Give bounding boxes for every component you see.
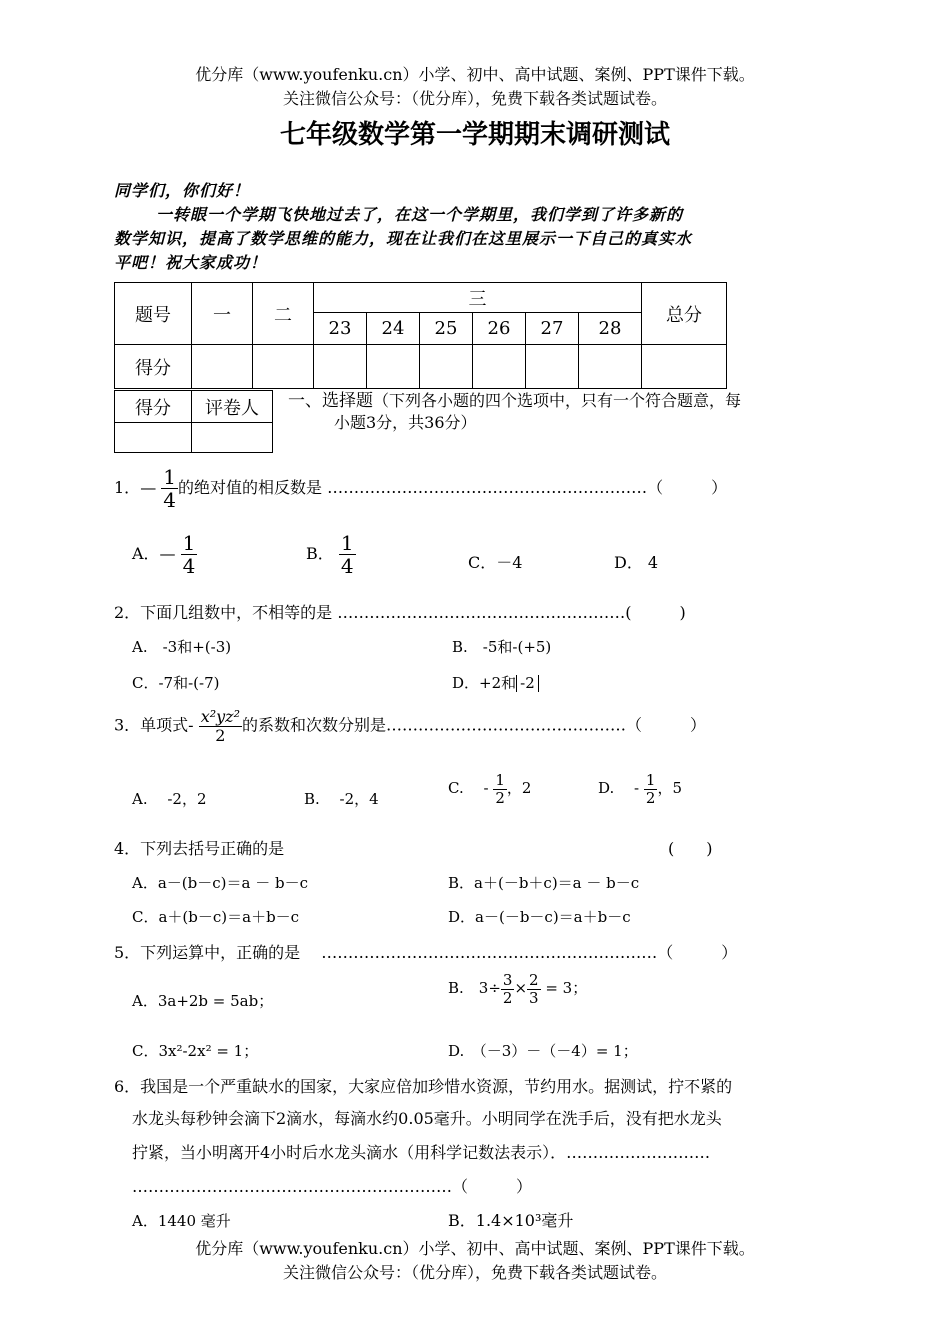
question-2: 2．下面几组数中，不相等的是 ………………………………………………( ) [114, 603, 686, 622]
grader-name-cell[interactable] [192, 423, 273, 453]
header-line-1: 优分库（www.youfenku.cn）小学、初中、高中试题、案例、PPT课件下载。 [195, 65, 755, 84]
q4-option-d[interactable]: D．a－(－b－c)＝a＋b－c [448, 908, 631, 926]
score-header-2: 二 [253, 283, 314, 345]
score-cell[interactable] [314, 345, 367, 389]
score-cell[interactable] [642, 345, 727, 389]
score-header-total: 总分 [642, 283, 727, 345]
question-6-line-2: 水龙头每秒钟会滴下2滴水，每滴水约0.05毫升。小明同学在洗手后，没有把水龙头 [132, 1109, 722, 1128]
section-note-2: 小题3分，共36分） [334, 413, 477, 432]
score-cell[interactable] [253, 345, 314, 389]
score-header-1: 一 [192, 283, 253, 345]
q3-option-c[interactable]: C. - $\frac{1}{2}$ ，2 [448, 771, 532, 807]
question-6-line-4: ……………………………………………………（ ） [132, 1177, 533, 1196]
q1-fraction: $\frac{1}{4}$ [163, 465, 177, 512]
q6-option-b[interactable]: B．1.4×10³毫升 [448, 1211, 574, 1230]
score-cell[interactable] [192, 345, 253, 389]
q2-option-b[interactable]: B. -5和-(+5) [452, 638, 552, 656]
score-header-3: 三 [314, 283, 642, 313]
q5-option-b[interactable]: B. 3÷ $\frac{3}{2}$ × $\frac{2}{3}$ = 3； [448, 971, 588, 1007]
q1-neg: — [140, 478, 157, 497]
question-6-line-1: 6．我国是一个严重缺水的国家，大家应倍加珍惜水资源，节约用水。据测试，拧不紧的 [114, 1077, 733, 1096]
q1-text: 的绝对值的相反数是 ……………………………………………………（ ） [178, 478, 728, 497]
q3-option-d[interactable]: D. - $\frac{1}{2}$ ，5 [598, 771, 682, 807]
question-3: 3．单项式- $\frac{\text{x²yz²}}{2}$ 的系数和次数分别是………………………………………（ ） [114, 707, 707, 745]
score-sub-25: 25 [420, 313, 473, 345]
q5-option-d[interactable]: D. （－3）－（－4）= 1； [448, 1042, 638, 1060]
q6-option-a[interactable]: A．1440 毫升 [132, 1212, 231, 1230]
footer-line-2: 关注微信公众号：（优分库），免费下载各类试题试卷。 [282, 1263, 667, 1282]
score-sub-26: 26 [473, 313, 526, 345]
greeting-line-1: 同学们，你们好！ [114, 181, 251, 200]
greeting-line-4: 平吧！祝大家成功！ [114, 253, 268, 272]
q4-answer-paren: ( ) [668, 839, 713, 858]
score-cell[interactable] [579, 345, 642, 389]
section-heading-title: 一、选择题 [288, 391, 373, 411]
question-4: 4．下列去括号正确的是 [114, 839, 285, 858]
question-6-line-3: 拧紧，当小明离开4小时后水龙头滴水（用科学记数法表示）．……………………… [132, 1143, 711, 1162]
page-title: 七年级数学第一学期期末调研测试 [279, 120, 670, 150]
q3-fraction: $\frac{\text{x²yz²}}{2}$ [200, 707, 241, 745]
score-row-label: 得分 [115, 345, 192, 389]
score-table [114, 282, 727, 389]
score-sub-24: 24 [367, 313, 420, 345]
grader-score-cell[interactable] [115, 423, 192, 453]
q3-option-b[interactable]: B. -2，4 [304, 790, 379, 808]
score-cell[interactable] [420, 345, 473, 389]
q1-option-d[interactable]: D． 4 [614, 553, 659, 572]
q5-option-a[interactable]: A．3a+2b = 5ab； [132, 992, 274, 1010]
greeting-line-3: 数学知识，提高了数学思维的能力，现在让我们在这里展示一下自己的真实水 [114, 229, 693, 248]
footer-line-1: 优分库（www.youfenku.cn）小学、初中、高中试题、案例、PPT课件下载。 [195, 1239, 755, 1258]
section-heading [288, 386, 741, 411]
q4-option-b[interactable]: B．a＋(－b＋c)＝a － b－c [448, 874, 640, 892]
score-cell[interactable] [367, 345, 420, 389]
q3-option-a[interactable]: A. -2，2 [132, 790, 207, 808]
score-sub-28: 28 [579, 313, 642, 345]
q5-option-c[interactable]: C．3x²-2x² = 1； [132, 1042, 259, 1060]
q2-option-a[interactable]: A. -3和+(-3) [132, 638, 232, 656]
greeting-line-2: 一转眼一个学期飞快地过去了，在这一个学期里，我们学到了许多新的 [156, 205, 684, 224]
grader-table [114, 390, 273, 453]
question-5: 5．下列运算中，正确的是 ………………………………………………………（ ） [114, 943, 738, 962]
q2-option-c[interactable]: C．-7和-(-7) [132, 674, 220, 692]
q4-option-a[interactable]: A．a－(b－c)＝a － b－c [132, 874, 308, 892]
q2-option-d[interactable]: D．+2和 -2 [452, 672, 539, 693]
q1-option-b[interactable]: B． $\frac{1}{4}$ [306, 531, 354, 578]
q1-option-a[interactable]: A．— $\frac{1}{4}$ [132, 531, 196, 578]
section-note-1: （下列各小题的四个选项中，只有一个符合题意，每 [373, 391, 742, 410]
score-cell[interactable] [526, 345, 579, 389]
header-line-2: 关注微信公众号：（优分库），免费下载各类试题试卷。 [282, 89, 667, 108]
score-header-no: 题号 [115, 283, 192, 345]
score-sub-23: 23 [314, 313, 367, 345]
q1-option-c[interactable]: C．－4 [468, 553, 523, 572]
grader-label: 评卷人 [192, 391, 273, 423]
score-cell[interactable] [473, 345, 526, 389]
question-1 [114, 466, 727, 511]
grader-score-label: 得分 [115, 391, 192, 423]
q1-number: 1． [114, 478, 141, 497]
score-sub-27: 27 [526, 313, 579, 345]
q4-option-c[interactable]: C．a＋(b－c)＝a＋b－c [132, 908, 300, 926]
